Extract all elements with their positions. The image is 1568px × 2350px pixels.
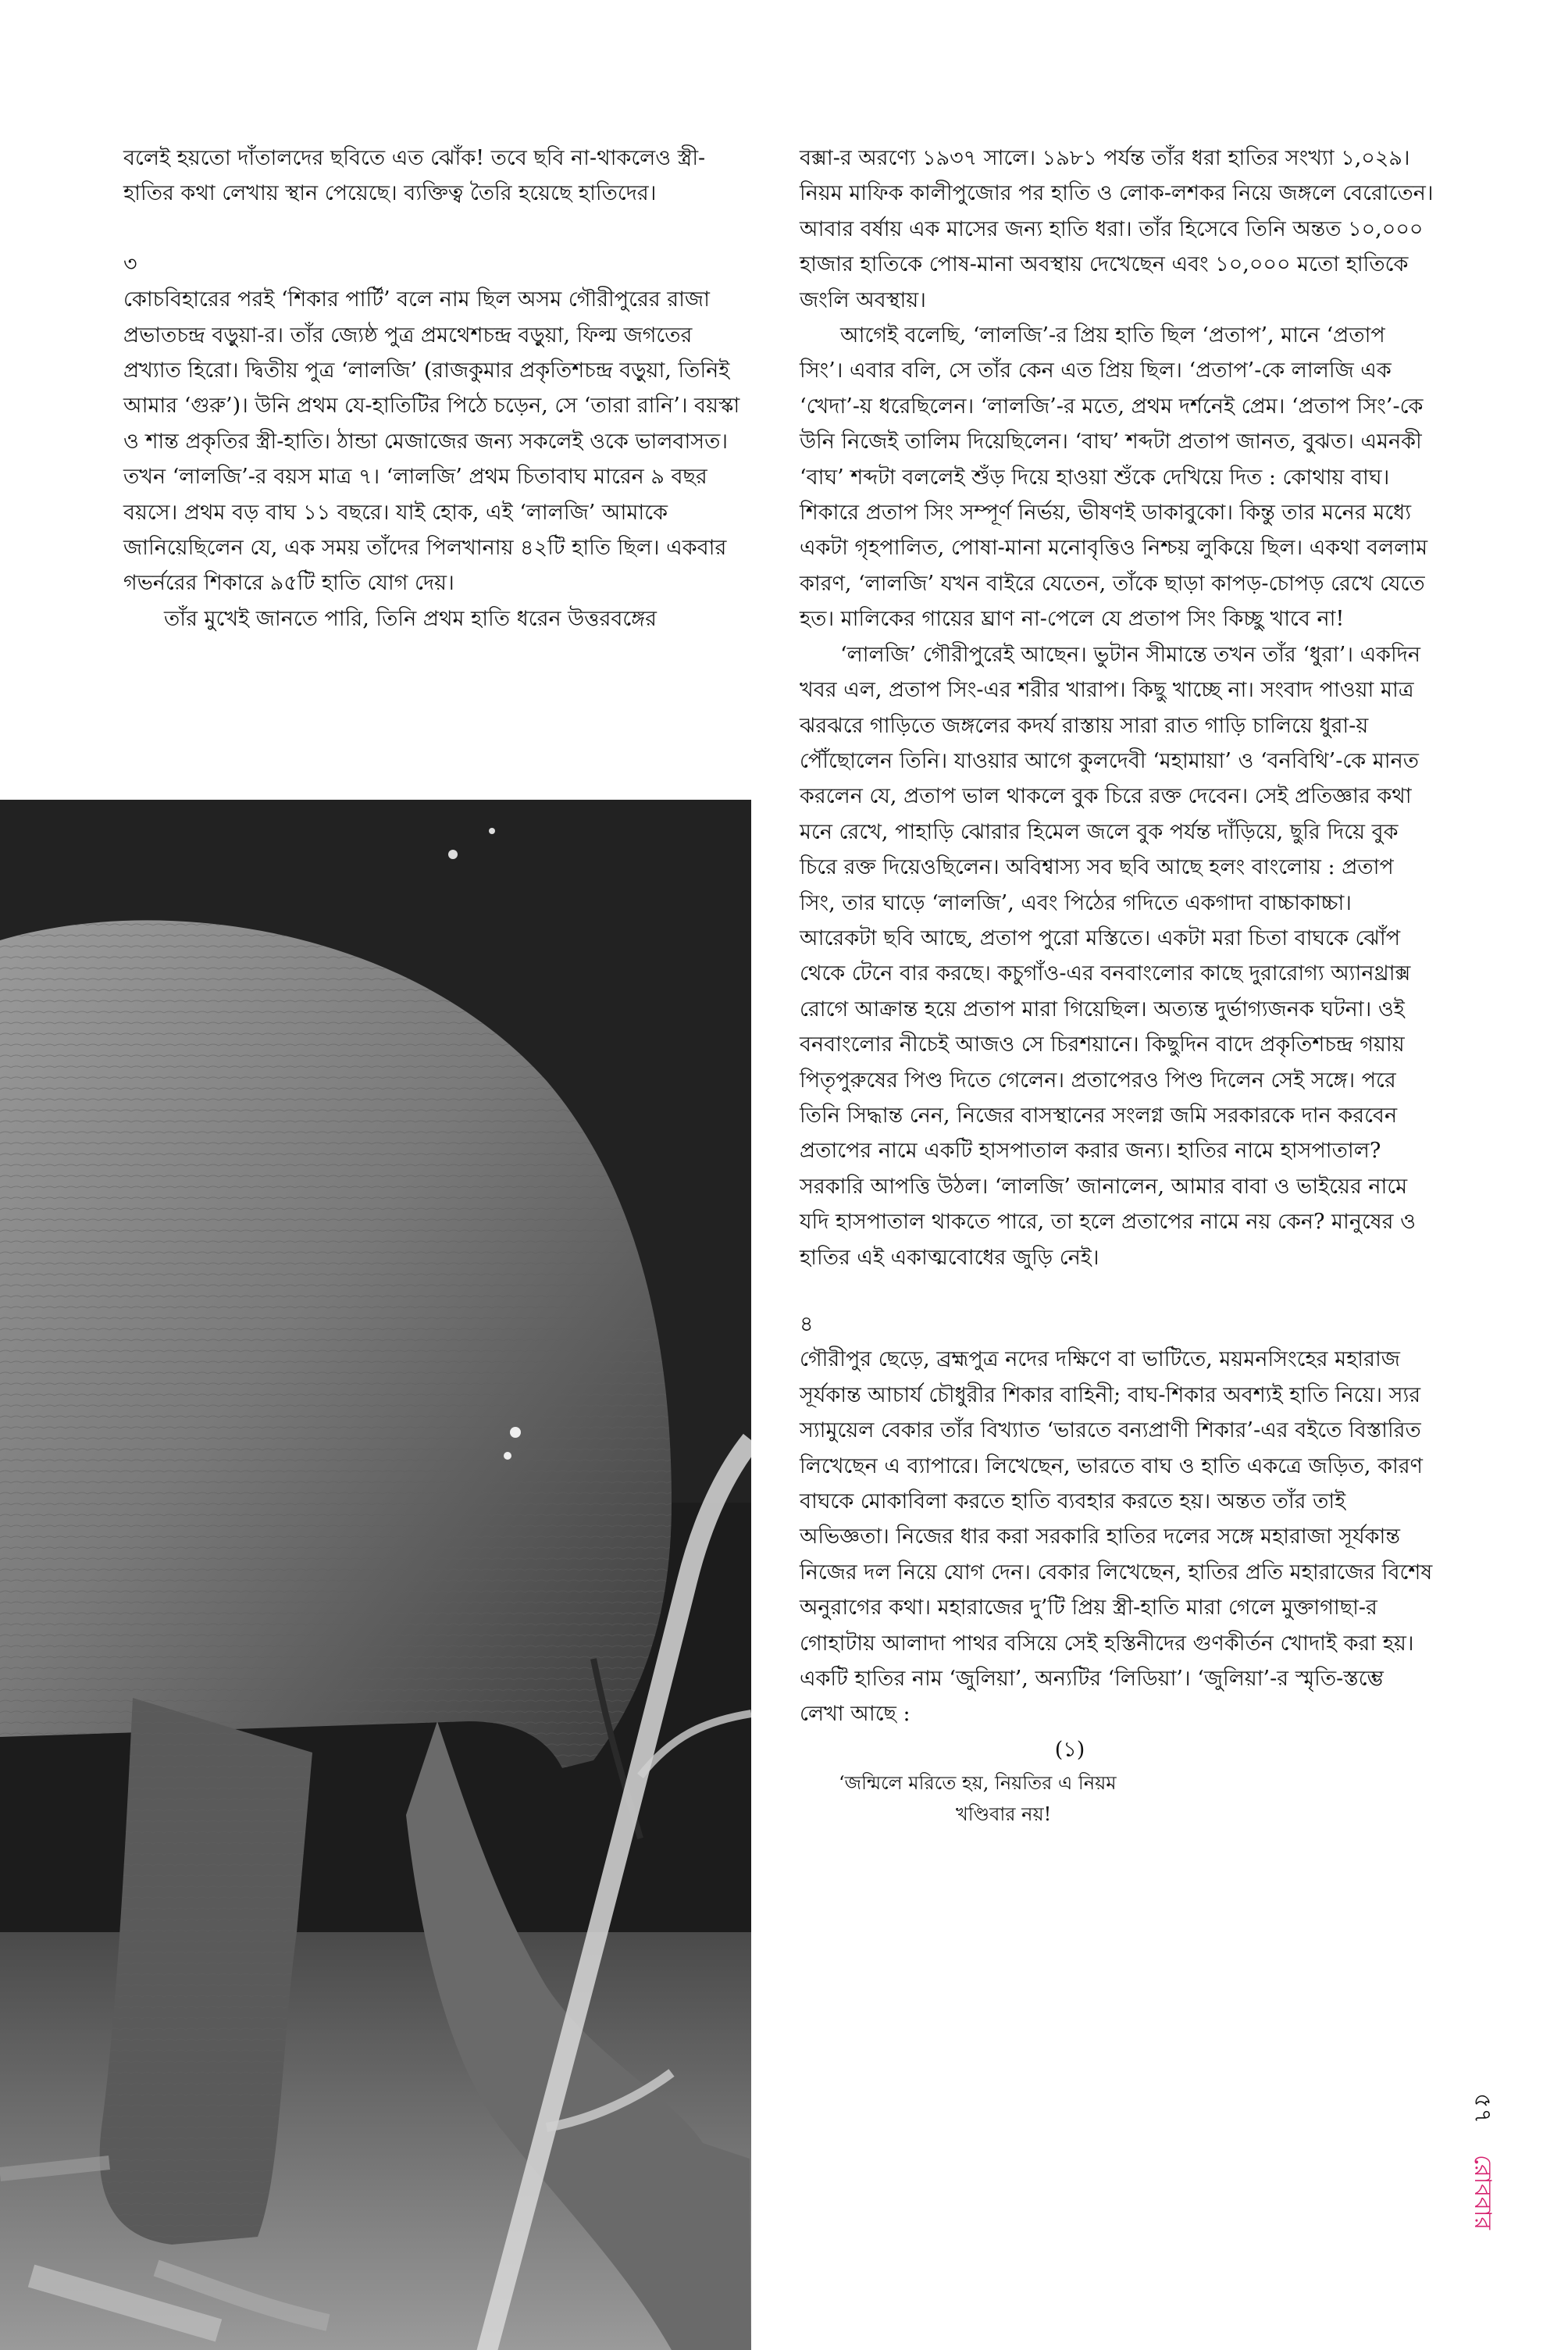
section-number-4: ৪ <box>800 1312 814 1336</box>
verse-line-1: ‘জন্মিলে মরিতে হয়, নিয়তির এ নিয়ম <box>839 1772 1117 1795</box>
page-number: ৫৭ <box>1469 2093 1497 2124</box>
verse <box>800 1767 1434 1830</box>
verse-number: (১) <box>1054 1737 1085 1762</box>
section-3-paragraph-1: কোচবিহারের পরই ‘শিকার পার্টি’ বলে নাম ছিল অসম গৌরীপুরের রাজা প্রভাতচন্দ্র বড়ুয়া-র। তাঁর জ্যেষ্ঠ পুত্র প্রমথেশচন্দ্র বড়ুয়া, ফিল্ম জগতের প্রখ্যাত হিরো। দ্বিতীয় পুত্র ‘লালজি’ (রাজকুমার প্রকৃতিশচন্দ্র বড়ুয়া, তিনিই আমার ‘গুরু’)। উনি প্রথম যে-হাতিটির পিঠে চড়েন, সে ‘তারা রানি’। বয়স্কা ও শান্ত প্রকৃতির স্ত্রী-হাতি। ঠান্ডা মেজাজের জন্য সকলেই ওকে ভালবাসত। তখন ‘লালজি’-র বয়স মাত্র ৭। ‘লালজি’ প্রথম চিতাবাঘ মারেন ৯ বছর বয়সে। প্রথম বড় বাঘ ১১ বছরে। যাই হোক, এই ‘লালজি’ আমাকে জানিয়েছিলেন যে, এক সময় তাঁদের পিলখানায় ৪২টি হাতি ছিল। একবার গভর্নরের শিকারে ৯৫টি হাতি যোগ দেয়। <box>123 287 740 596</box>
right-paragraph-3: ‘লালজি’ গৌরীপুরেই আছেন। ভুটান সীমান্তে তখন তাঁর ‘ধুরা’। একদিন খবর এল, প্রতাপ সিং-এর শরীর খারাপ। কিছু খাচ্ছে না। সংবাদ পাওয়া মাত্র ঝরঝরে গাড়িতে জঙ্গলের কদর্য রাস্তায় সারা রাত গাড়ি চালিয়ে ধুরা-য় পৌঁছোলেন তিনি। যাওয়ার আগে কুলদেবী ‘মহামায়া’ ও ‘বনবিথি’-কে মানত করলেন যে, প্রতাপ ভাল থাকলে বুক চিরে রক্ত দেবেন। সেই প্রতিজ্ঞার কথা মনে রেখে, পাহাড়ি ঝোরার হিমেল জলে বুক পর্যন্ত দাঁড়িয়ে, ছুরি দিয়ে বুক চিরে রক্ত দিয়েওছিলেন। অবিশ্বাস্য সব ছবি আছে হলং বাংলোয় : প্রতাপ সিং, তার ঘাড়ে ‘লালজি’, এবং পিঠের গদিতে একগাদা বাচ্চাকাচ্চা। আরেকটা ছবি আছে, প্রতাপ পুরো মস্তিতে। একটা মরা চিতা বাঘকে ঝোঁপ থেকে টেনে বার করছে। কচুগাঁও-এর বনবাংলোর কাছে দুরারোগ্য অ্যানথ্রাক্স রোগে আক্রান্ত হয়ে প্রতাপ মারা গিয়েছিল। অত্যন্ত দুর্ভাগ্যজনক ঘটনা। ওই বনবাংলোর নীচেই আজও সে চিরশয়ানে। কিছুদিন বাদে প্রকৃতিশচন্দ্র গয়ায় পিতৃপুরুষের পিণ্ড দিতে গেলেন। প্রতাপেরও পিণ্ড দিলেন সেই সঙ্গে। পরে তিনি সিদ্ধান্ত নেন, নিজের বাসস্থানের সংলগ্ন জমি সরকারকে দান করবেন প্রতাপের নামে একটি হাসপাতাল করার জন্য। হাতির নামে হাসপাতাল? সরকারি আপত্তি উঠল। ‘লালজি’ জানালেন, আমার বাবা ও ভাইয়ের নামে যদি হাসপাতাল থাকতে পারে, তা হলে প্রতাপের নামে নয় কেন? মানুষের ও হাতির এই একাত্মবোধের জুড়ি নেই। <box>800 642 1421 1270</box>
right-column <box>800 141 1434 1830</box>
left-column <box>123 141 753 637</box>
elephant-photo <box>0 800 751 2350</box>
section-4-paragraph: গৌরীপুর ছেড়ে, ব্রহ্মপুত্র নদের দক্ষিণে বা ভাটিতে, ময়মনসিংহের মহারাজ সূর্যকান্ত আচার্য চৌধুরীর শিকার বাহিনী; বাঘ-শিকার অবশ্যই হাতি নিয়ে। স্যর স্যামুয়েল বেকার তাঁর বিখ্যাত ‘ভারতে বন্যপ্রাণী শিকার’-এর বইতে বিস্তারিত লিখেছেন এ ব্যাপারে। লিখেছেন, ভারতে বাঘ ও হাতি একত্রে জড়িত, কারণ বাঘকে মোকাবিলা করতে হাতি ব্যবহার করতে হয়। অন্তত তাঁর তাই অভিজ্ঞতা। নিজের ধার করা সরকারি হাতির দলের সঙ্গে মহারাজা সূর্যকান্ত নিজের দল নিয়ে যোগ দেন। বেকার লিখেছেন, হাতির প্রতি মহারাজের বিশেষ অনুরাগের কথা। মহারাজের দু’টি প্রিয় স্ত্রী-হাতি মারা গেলে মুক্তাগাছা-র গোহাটায় আলাদা পাথর বসিয়ে সেই হস্তিনীদের গুণকীর্তন খোদাই করা হয়। একটি হাতির নাম ‘জুলিয়া’, অন্যটির ‘লিডিয়া’। ‘জুলিয়া’-র স্মৃতি-স্তম্ভে লেখা আছে : <box>800 1347 1433 1727</box>
right-paragraph-2: আগেই বলেছি, ‘লালজি’-র প্রিয় হাতি ছিল ‘প্রতাপ’, মানে ‘প্রতাপ সিং’। এবার বলি, সে তাঁর কেন এত প্রিয় ছিল। ‘প্রতাপ’-কে লালজি এক ‘খেদা’-য় ধরেছিলেন। ‘লালজি’-র মতে, প্রথম দর্শনেই প্রেম। ‘প্রতাপ সিং’-কে উনি নিজেই তালিম দিয়েছিলেন। ‘বাঘ’ শব্দটা প্রতাপ জানত, বুঝত। এমনকী ‘বাঘ’ শব্দটা বললেই শুঁড় দিয়ে হাওয়া শুঁকে দেখিয়ে দিত : কোথায় বাঘ। শিকারে প্রতাপ সিং সম্পূর্ণ নির্ভয়, ভীষণই ডাকাবুকো। কিন্তু তার মনের মধ্যে একটা গৃহপালিত, পোষা-মানা মনোবৃত্তিও নিশ্চয় লুকিয়ে ছিল। একথা বললাম কারণ, ‘লালজি’ যখন বাইরে যেতেন, তাঁকে ছাড়া কাপড়-চোপড় রেখে যেতে হত। মালিকের গায়ের ঘ্রাণ না-পেলে যে প্রতাপ সিং কিচ্ছু খাবে না! <box>800 323 1428 632</box>
page-folio <box>1466 2093 1513 2327</box>
right-paragraph-1: বক্সা-র অরণ্যে ১৯৩৭ সালে। ১৯৮১ পর্যন্ত তাঁর ধরা হাতির সংখ্যা ১,০২৯। নিয়ম মাফিক কালীপুজোর পর হাতি ও লোক-লশকর নিয়ে জঙ্গলে বেরোতেন। আবার বর্ষায় এক মাসের জন্য হাতি ধরা। তাঁর হিসেবে তিনি অন্তত ১০,০০০ হাজার হাতিকে পোষ-মানা অবস্থায় দেখেছেন এবং ১০,০০০ মতো হাতিকে জংলি অবস্থায়। <box>800 146 1434 312</box>
publication-name: রোববার <box>1469 2154 1497 2230</box>
verse-line-2: খণ্ডিবার নয়! <box>956 1803 1052 1826</box>
elephant-photo-illustration <box>0 800 751 2350</box>
left-intro-paragraph: বলেই হয়তো দাঁতালদের ছবিতে এত ঝোঁক! তবে ছবি না-থাকলেও স্ত্রী-হাতির কথা লেখায় স্থান পেয়েছে। ব্যক্তিত্ব তৈরি হয়েছে হাতিদের। <box>123 146 706 206</box>
section-3-paragraph-2: তাঁর মুখেই জানতে পারি, তিনি প্রথম হাতি ধরেন উত্তরবঙ্গের <box>164 606 657 631</box>
section-number-3: ৩ <box>123 251 137 276</box>
